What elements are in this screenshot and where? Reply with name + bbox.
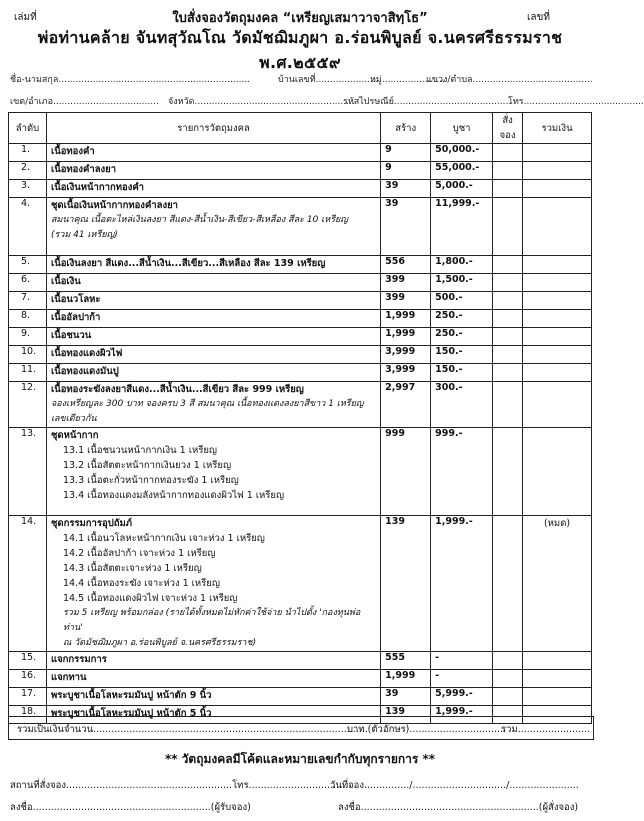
row-total[interactable] <box>523 382 592 428</box>
table-row <box>9 346 592 364</box>
item-name-text: แจกทาน <box>50 672 87 683</box>
price: 999.- <box>431 428 493 516</box>
made-quantity: 3,999 <box>381 346 431 364</box>
item-note-2: ณ วัดมัชฌิมภูผา อ.ร่อนพิบูลย์ จ.นครศรีธรรมราช) <box>62 638 257 648</box>
made-quantity: 2,997 <box>381 382 431 428</box>
made-quantity: 1,999 <box>381 328 431 346</box>
item-name <box>46 328 380 346</box>
row-total[interactable] <box>523 274 592 292</box>
row-number: 17. <box>9 688 47 706</box>
item-name-text: เนื้อเงิน <box>50 276 81 287</box>
order-quantity-cell[interactable] <box>493 180 523 198</box>
price: 5,999.- <box>431 688 493 706</box>
row-number: 11. <box>9 364 47 382</box>
sub-item: 14.3 เนื้อสัตตะเจาะห่วง 1 เหรียญ <box>62 563 202 574</box>
order-quantity-cell[interactable] <box>493 670 523 688</box>
item-name <box>46 198 380 256</box>
made-quantity: 39 <box>381 688 431 706</box>
order-quantity-cell[interactable] <box>493 364 523 382</box>
col-header-no: ลำดับ <box>9 113 47 144</box>
made-quantity: 139 <box>381 706 431 724</box>
made-quantity: 1,999 <box>381 670 431 688</box>
made-quantity: 1,999 <box>381 310 431 328</box>
row-total[interactable] <box>523 144 592 162</box>
sub-item: 13.1 เนื้อชนวนหน้ากากเงิน 1 เหรียญ <box>62 445 218 456</box>
sum-field[interactable]: รวม........................ <box>501 724 591 735</box>
table-row <box>9 256 592 274</box>
moo-field[interactable]: หมู่...................... <box>370 75 445 85</box>
made-quantity: 39 <box>381 198 431 256</box>
item-name <box>46 310 380 328</box>
item-name-text: เนื้อเงินลงยา สีแดง...สีน้ำเงิน...สีเขียว...สีเหลือง สีละ 139 เหรียญ <box>50 258 326 269</box>
item-name <box>46 274 380 292</box>
price: 1,999.- <box>431 516 493 652</box>
row-number: 18. <box>9 706 47 724</box>
sub-item: 14.1 เนื้อนวโลหะหน้ากากเงิน เจาะห่วง 1 เหรียญ <box>62 533 265 544</box>
sub-item: 13.2 เนื้อสัตตะหน้ากากเงินยวง 1 เหรียญ <box>62 460 232 471</box>
date-field[interactable]: วันที่จอง.............../.............................../....................... <box>330 780 579 791</box>
row-number: 4. <box>9 198 47 256</box>
item-name-text: ชุดกรรมการอุปถัมภ์ <box>50 518 133 529</box>
price: 1,999.- <box>431 706 493 724</box>
row-number: 1. <box>9 144 47 162</box>
item-name <box>46 292 380 310</box>
price: - <box>431 652 493 670</box>
order-table <box>8 112 592 724</box>
made-quantity: 999 <box>381 428 431 516</box>
order-quantity-cell[interactable] <box>493 274 523 292</box>
order-quantity-cell[interactable] <box>493 428 523 516</box>
row-total[interactable] <box>523 670 592 688</box>
price: 500.- <box>431 292 493 310</box>
item-name <box>46 346 380 364</box>
row-number: 2. <box>9 162 47 180</box>
summary-row <box>8 716 594 740</box>
price: 300.- <box>431 382 493 428</box>
table-header-row <box>9 113 592 144</box>
order-quantity-cell[interactable] <box>493 198 523 256</box>
item-note: จองเหรียญละ 300 บาท จองครบ 3 สี สมนาคุณ เนื้อทองแดงลงยาสีขาว 1 เหรียญ เลขเดียวกัน <box>50 399 364 424</box>
item-name-text: เนื้อทองระฆังลงยาสีแดง...สีน้ำเงิน...สีเขียว สีละ 999 เหรียญ <box>50 384 304 395</box>
item-name-text: เนื้อเงินหน้ากากทองคำ <box>50 182 145 193</box>
sub-item: 13.4 เนื้อทองแดงมลังหน้ากากทองแดงผิวไฟ 1 เหรียญ <box>62 490 285 501</box>
row-number: 5. <box>9 256 47 274</box>
made-quantity: 399 <box>381 274 431 292</box>
item-name <box>46 180 380 198</box>
orderer-sign-field[interactable]: ลงชื่อ...........................................................(ผู้สั่งจอง) <box>338 802 579 813</box>
made-quantity: 3,999 <box>381 364 431 382</box>
col-header-total: รวมเงิน <box>523 113 592 144</box>
made-quantity: 556 <box>381 256 431 274</box>
postcode-field[interactable]: รหัสไปรษณีย์......................................... <box>343 97 512 107</box>
item-name-text: แจกกรรมการ <box>50 654 107 665</box>
table-row <box>9 382 592 428</box>
price: 1,500.- <box>431 274 493 292</box>
item-name-text: พระบูชาเนื้อโลหะรมมันปู หน้าตัก 5 นิ้ว <box>50 708 212 719</box>
book-label: เล่มที่ <box>14 12 37 23</box>
order-quantity-cell[interactable] <box>493 310 523 328</box>
made-quantity: 139 <box>381 516 431 652</box>
row-total[interactable] <box>523 256 592 274</box>
price: 50,000.- <box>431 144 493 162</box>
name-field[interactable]: ชื่อ-นามสกุล................................................................... <box>10 75 251 85</box>
item-name-text: เนื้อทองคำลงยา <box>50 164 117 175</box>
made-quantity: 399 <box>381 292 431 310</box>
sub-item: 14.5 เนื้อทองแดงผิวไฟ เจาะห่วง 1 เหรียญ <box>62 593 238 604</box>
order-quantity-cell[interactable] <box>493 382 523 428</box>
total-words-field[interactable]: บาท (ตัวอักษร)................................ <box>347 724 507 735</box>
row-number: 12. <box>9 382 47 428</box>
order-quantity-cell[interactable] <box>493 346 523 364</box>
table-row <box>9 670 592 688</box>
price: 5,000.- <box>431 180 493 198</box>
table-row <box>9 310 592 328</box>
page-headline: พ่อท่านคล้าย จันทสุวัณโณ วัดมัชฌิมภูผา อ.ร่อนพิบูลย์ จ.นครศรีธรรมราช พ.ศ.๒๕๕๙ <box>37 28 563 72</box>
number-label: เลขที่ <box>527 12 550 23</box>
row-number: 3. <box>9 180 47 198</box>
item-name-text: เนื้ออัลปาก้า <box>50 312 101 323</box>
footnote: ** วัตถุมงคลมีโค้ดและหมายเลขกำกับทุกรายการ ** <box>164 752 436 766</box>
item-note: รวม 5 เหรียญ พร้อมกล่อง (รายได้ทั้งหมดไม่หักค่าใช้จ่าย นำไปตั้ง 'กองทุนพ่อท่าน' <box>62 608 361 633</box>
row-total[interactable] <box>523 688 592 706</box>
col-header-order: สั่งจอง <box>493 113 523 144</box>
item-name-text: เนื้อทองคำ <box>50 146 95 157</box>
row-number: 14. <box>9 516 47 652</box>
item-name <box>46 652 380 670</box>
subdistrict-field[interactable]: แขวง/ตำบล.......................................... <box>426 75 593 85</box>
order-quantity-cell[interactable] <box>493 292 523 310</box>
col-header-price: บูชา <box>431 113 493 144</box>
price: 1,800.- <box>431 256 493 274</box>
price: 11,999.- <box>431 198 493 256</box>
row-total[interactable] <box>523 328 592 346</box>
item-name-text: เนื้อนวโลหะ <box>50 294 101 305</box>
row-total[interactable] <box>523 364 592 382</box>
table-row <box>9 652 592 670</box>
table-row <box>9 328 592 346</box>
made-quantity: 9 <box>381 162 431 180</box>
order-quantity-cell[interactable] <box>493 328 523 346</box>
item-name <box>46 364 380 382</box>
item-name <box>46 162 380 180</box>
house-no-field[interactable]: บ้านเลขที่...................... <box>278 75 379 85</box>
row-number: 10. <box>9 346 47 364</box>
table-row <box>9 364 592 382</box>
row-number: 16. <box>9 670 47 688</box>
item-note: สมนาคุณ เนื้อตะไหล่เงินลงยา สีแดง-สีน้ำเงิน-สีเขียว-สีเหลือง สีละ 10 เหรียญ <box>50 215 348 225</box>
table-row <box>9 162 592 180</box>
item-name <box>46 516 380 652</box>
row-total[interactable] <box>523 310 592 328</box>
row-total[interactable]: (หมด) <box>523 516 592 652</box>
row-total[interactable] <box>523 652 592 670</box>
price: 150.- <box>431 364 493 382</box>
item-name <box>46 144 380 162</box>
order-quantity-cell[interactable] <box>493 256 523 274</box>
table-row <box>9 144 592 162</box>
price: - <box>431 670 493 688</box>
sub-item: 13.3 เนื้อตะกั่วหน้ากากทองระฆัง 1 เหรียญ <box>62 475 239 486</box>
item-name <box>46 688 380 706</box>
made-quantity: 9 <box>381 144 431 162</box>
row-number: 15. <box>9 652 47 670</box>
made-quantity: 39 <box>381 180 431 198</box>
row-total[interactable] <box>523 346 592 364</box>
table-row <box>9 428 592 516</box>
row-number: 9. <box>9 328 47 346</box>
row-number: 7. <box>9 292 47 310</box>
row-total[interactable] <box>523 198 592 256</box>
price: 250.- <box>431 328 493 346</box>
item-name <box>46 428 380 516</box>
sub-item: 14.2 เนื้ออัลปาก้า เจาะห่วง 1 เหรียญ <box>62 548 216 559</box>
form-title: ใบสั่งจองวัตถุมงคล “เหรียญเสมาวาจาสิทฺโธ” <box>172 11 428 26</box>
item-name-text: ชุดหน้ากาก <box>50 430 99 441</box>
table-row <box>9 180 592 198</box>
item-name-text: เนื้อทองแดงผิวไฟ <box>50 348 123 359</box>
price: 55,000.- <box>431 162 493 180</box>
table-row <box>9 274 592 292</box>
province-field[interactable]: จังหวัด........................................................ <box>168 97 355 107</box>
table-row <box>9 688 592 706</box>
order-quantity-cell[interactable] <box>493 144 523 162</box>
row-number: 8. <box>9 310 47 328</box>
row-total[interactable] <box>523 428 592 516</box>
order-quantity-cell[interactable] <box>493 688 523 706</box>
row-number: 6. <box>9 274 47 292</box>
district-field[interactable]: เขต/อำเภอ..................................... <box>10 97 159 107</box>
order-quantity-cell[interactable] <box>493 162 523 180</box>
order-quantity-cell[interactable] <box>493 516 523 652</box>
price: 250.- <box>431 310 493 328</box>
item-name-text: เนื้อทองแดงมันปู <box>50 366 119 377</box>
total-amount-field[interactable]: รวมเป็นเงินจำนวน........................................................................................... <box>17 724 368 735</box>
item-name-text: พระบูชาเนื้อโลหะรมมันปู หน้าตัก 9 นิ้ว <box>50 690 212 701</box>
col-header-made: สร้าง <box>381 113 431 144</box>
row-total[interactable] <box>523 180 592 198</box>
price: 150.- <box>431 346 493 364</box>
item-name-text: เนื้อชนวน <box>50 330 92 341</box>
sub-item: 14.4 เนื้อทองระฆัง เจาะห่วง 1 เหรียญ <box>62 578 220 589</box>
item-name <box>46 382 380 428</box>
place-field[interactable]: สถานที่สั่งจอง.......................................................โทร.................................. <box>10 780 352 791</box>
phone-field[interactable]: โทร.......................................... <box>508 97 644 107</box>
table-row <box>9 516 592 652</box>
table-row <box>9 292 592 310</box>
item-note-2: (รวม 41 เหรียญ) <box>50 230 118 240</box>
row-total[interactable] <box>523 292 592 310</box>
row-total[interactable] <box>523 162 592 180</box>
row-number: 13. <box>9 428 47 516</box>
item-name <box>46 256 380 274</box>
item-name <box>46 670 380 688</box>
order-quantity-cell[interactable] <box>493 652 523 670</box>
col-header-item: รายการวัตถุมงคล <box>46 113 380 144</box>
table-row <box>9 198 592 256</box>
receiver-sign-field[interactable]: ลงชื่อ...........................................................(ผู้รับจอง) <box>10 802 251 813</box>
form-top-bar <box>10 6 590 24</box>
item-name-text: ชุดเนื้อเงินหน้ากากทองคำลงยา <box>50 200 178 211</box>
made-quantity: 555 <box>381 652 431 670</box>
